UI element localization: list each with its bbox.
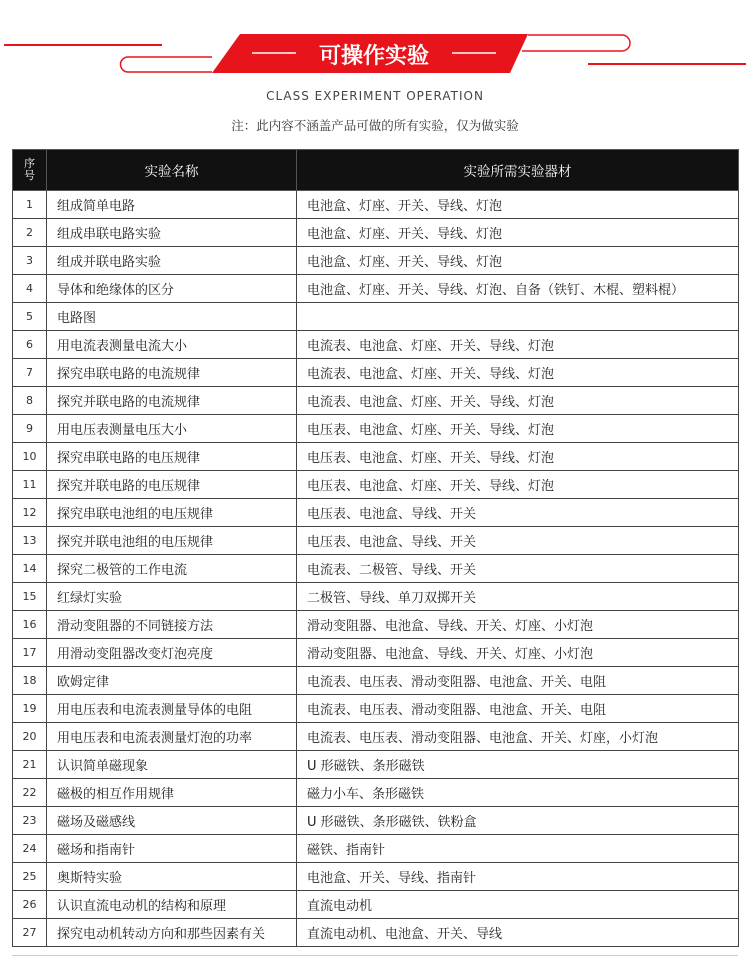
equipment-cell: 直流电动机 bbox=[297, 891, 739, 919]
equipment-cell: 电压表、电池盒、灯座、开关、导线、灯泡 bbox=[297, 471, 739, 499]
row-number-cell: 13 bbox=[13, 527, 47, 555]
experiment-name-cell: 探究串联电路的电流规律 bbox=[47, 359, 297, 387]
equipment-cell: 电池盒、灯座、开关、导线、灯泡、自备（铁钉、木棍、塑料棍） bbox=[297, 275, 739, 303]
experiment-name-cell: 探究串联电池组的电压规律 bbox=[47, 499, 297, 527]
equipment-cell: 电池盒、灯座、开关、导线、灯泡 bbox=[297, 191, 739, 219]
row-number-cell: 6 bbox=[13, 331, 47, 359]
experiment-name-cell: 用电流表测量电流大小 bbox=[47, 331, 297, 359]
experiment-table bbox=[12, 149, 739, 947]
table-row bbox=[13, 527, 739, 555]
row-number-cell: 14 bbox=[13, 555, 47, 583]
experiment-name-cell: 磁场及磁感线 bbox=[47, 807, 297, 835]
experiment-name-cell: 用滑动变阻器改变灯泡亮度 bbox=[47, 639, 297, 667]
equipment-cell bbox=[297, 303, 739, 331]
table-row bbox=[13, 891, 739, 919]
experiment-name-cell: 用电压表测量电压大小 bbox=[47, 415, 297, 443]
experiment-name-cell: 组成并联电路实验 bbox=[47, 247, 297, 275]
table-row bbox=[13, 723, 739, 751]
table-header-row bbox=[13, 150, 739, 191]
experiment-name-cell: 奥斯特实验 bbox=[47, 863, 297, 891]
experiment-name-cell: 组成简单电路 bbox=[47, 191, 297, 219]
page-note: 注：此内容不涵盖产品可做的所有实验，仅为做实验 bbox=[231, 118, 519, 133]
row-number-cell: 9 bbox=[13, 415, 47, 443]
experiment-name-cell: 磁场和指南针 bbox=[47, 835, 297, 863]
row-number-cell: 21 bbox=[13, 751, 47, 779]
experiment-name-cell: 组成串联电路实验 bbox=[47, 219, 297, 247]
equipment-cell: 滑动变阻器、电池盒、导线、开关、灯座、小灯泡 bbox=[297, 611, 739, 639]
table-row bbox=[13, 219, 739, 247]
table-row bbox=[13, 247, 739, 275]
equipment-cell: 电流表、电池盒、灯座、开关、导线、灯泡 bbox=[297, 359, 739, 387]
table-row bbox=[13, 359, 739, 387]
row-number-cell: 2 bbox=[13, 219, 47, 247]
equipment-cell: 电流表、电池盒、灯座、开关、导线、灯泡 bbox=[297, 331, 739, 359]
table-row bbox=[13, 499, 739, 527]
row-number-cell: 10 bbox=[13, 443, 47, 471]
row-number-cell: 7 bbox=[13, 359, 47, 387]
equipment-cell: 电压表、电池盒、灯座、开关、导线、灯泡 bbox=[297, 415, 739, 443]
row-number-cell: 26 bbox=[13, 891, 47, 919]
table-row bbox=[13, 611, 739, 639]
equipment-cell: 磁铁、指南针 bbox=[297, 835, 739, 863]
column-header-number-label: 序号 bbox=[24, 157, 35, 182]
row-number-cell: 8 bbox=[13, 387, 47, 415]
table-row bbox=[13, 443, 739, 471]
equipment-cell: 直流电动机、电池盒、开关、导线 bbox=[297, 919, 739, 947]
equipment-cell: 二极管、导线、单刀双掷开关 bbox=[297, 583, 739, 611]
table-row bbox=[13, 807, 739, 835]
equipment-cell: 电池盒、开关、导线、指南针 bbox=[297, 863, 739, 891]
equipment-cell: U 形磁铁、条形磁铁、铁粉盒 bbox=[297, 807, 739, 835]
table-row bbox=[13, 667, 739, 695]
table-row bbox=[13, 331, 739, 359]
row-number-cell: 18 bbox=[13, 667, 47, 695]
row-number-cell: 24 bbox=[13, 835, 47, 863]
table-row bbox=[13, 387, 739, 415]
table-row bbox=[13, 275, 739, 303]
equipment-cell: 电压表、电池盒、灯座、开关、导线、灯泡 bbox=[297, 443, 739, 471]
row-number-cell: 25 bbox=[13, 863, 47, 891]
table-row bbox=[13, 695, 739, 723]
table-row bbox=[13, 835, 739, 863]
experiment-name-cell: 探究并联电路的电流规律 bbox=[47, 387, 297, 415]
table-row bbox=[13, 555, 739, 583]
page-title: 可操作实验 bbox=[318, 44, 430, 69]
equipment-cell: 滑动变阻器、电池盒、导线、开关、灯座、小灯泡 bbox=[297, 639, 739, 667]
title-banner bbox=[0, 0, 750, 90]
equipment-cell: 磁力小车、条形磁铁 bbox=[297, 779, 739, 807]
experiment-name-cell: 导体和绝缘体的区分 bbox=[47, 275, 297, 303]
row-number-cell: 3 bbox=[13, 247, 47, 275]
experiment-name-cell: 电路图 bbox=[47, 303, 297, 331]
equipment-cell: 电流表、二极管、导线、开关 bbox=[297, 555, 739, 583]
experiment-name-cell: 用电压表和电流表测量灯泡的功率 bbox=[47, 723, 297, 751]
experiment-name-cell: 欧姆定律 bbox=[47, 667, 297, 695]
column-header-equipment: 实验所需实验器材 bbox=[297, 150, 739, 191]
experiment-name-cell: 认识直流电动机的结构和原理 bbox=[47, 891, 297, 919]
equipment-cell: U 形磁铁、条形磁铁 bbox=[297, 751, 739, 779]
table-row bbox=[13, 779, 739, 807]
experiment-name-cell: 用电压表和电流表测量导体的电阻 bbox=[47, 695, 297, 723]
row-number-cell: 11 bbox=[13, 471, 47, 499]
equipment-cell: 电压表、电池盒、导线、开关 bbox=[297, 499, 739, 527]
row-number-cell: 1 bbox=[13, 191, 47, 219]
bottom-divider bbox=[12, 955, 738, 956]
row-number-cell: 22 bbox=[13, 779, 47, 807]
row-number-cell: 23 bbox=[13, 807, 47, 835]
table-row bbox=[13, 303, 739, 331]
table-row bbox=[13, 471, 739, 499]
table-row bbox=[13, 751, 739, 779]
table-row bbox=[13, 191, 739, 219]
experiment-name-cell: 探究二极管的工作电流 bbox=[47, 555, 297, 583]
experiment-name-cell: 探究并联电路的电压规律 bbox=[47, 471, 297, 499]
row-number-cell: 5 bbox=[13, 303, 47, 331]
row-number-cell: 20 bbox=[13, 723, 47, 751]
equipment-cell: 电池盒、灯座、开关、导线、灯泡 bbox=[297, 247, 739, 275]
equipment-cell: 电流表、电池盒、灯座、开关、导线、灯泡 bbox=[297, 387, 739, 415]
row-number-cell: 15 bbox=[13, 583, 47, 611]
experiment-name-cell: 探究电动机转动方向和那些因素有关 bbox=[47, 919, 297, 947]
equipment-cell: 电流表、电压表、滑动变阻器、电池盒、开关、电阻 bbox=[297, 695, 739, 723]
row-number-cell: 27 bbox=[13, 919, 47, 947]
experiment-name-cell: 磁极的相互作用规律 bbox=[47, 779, 297, 807]
row-number-cell: 19 bbox=[13, 695, 47, 723]
row-number-cell: 12 bbox=[13, 499, 47, 527]
table-row bbox=[13, 583, 739, 611]
row-number-cell: 4 bbox=[13, 275, 47, 303]
equipment-cell: 电流表、电压表、滑动变阻器、电池盒、开关、电阻 bbox=[297, 667, 739, 695]
table-row bbox=[13, 415, 739, 443]
equipment-cell: 电池盒、灯座、开关、导线、灯泡 bbox=[297, 219, 739, 247]
equipment-cell: 电流表、电压表、滑动变阻器、电池盒、开关、灯座，小灯泡 bbox=[297, 723, 739, 751]
experiment-name-cell: 探究串联电路的电压规律 bbox=[47, 443, 297, 471]
table-body bbox=[13, 191, 739, 947]
column-header-name: 实验名称 bbox=[47, 150, 297, 191]
experiment-name-cell: 认识简单磁现象 bbox=[47, 751, 297, 779]
banner-right-bracket bbox=[522, 35, 630, 51]
banner-left-bracket bbox=[121, 57, 212, 72]
experiment-name-cell: 滑动变阻器的不同链接方法 bbox=[47, 611, 297, 639]
row-number-cell: 17 bbox=[13, 639, 47, 667]
experiment-name-cell: 探究并联电池组的电压规律 bbox=[47, 527, 297, 555]
table-row bbox=[13, 919, 739, 947]
page-subtitle: CLASS EXPERIMENT OPERATION bbox=[266, 89, 484, 103]
column-header-number bbox=[13, 150, 47, 191]
equipment-cell: 电压表、电池盒、导线、开关 bbox=[297, 527, 739, 555]
experiment-name-cell: 红绿灯实验 bbox=[47, 583, 297, 611]
table-row bbox=[13, 639, 739, 667]
table-row bbox=[13, 863, 739, 891]
row-number-cell: 16 bbox=[13, 611, 47, 639]
